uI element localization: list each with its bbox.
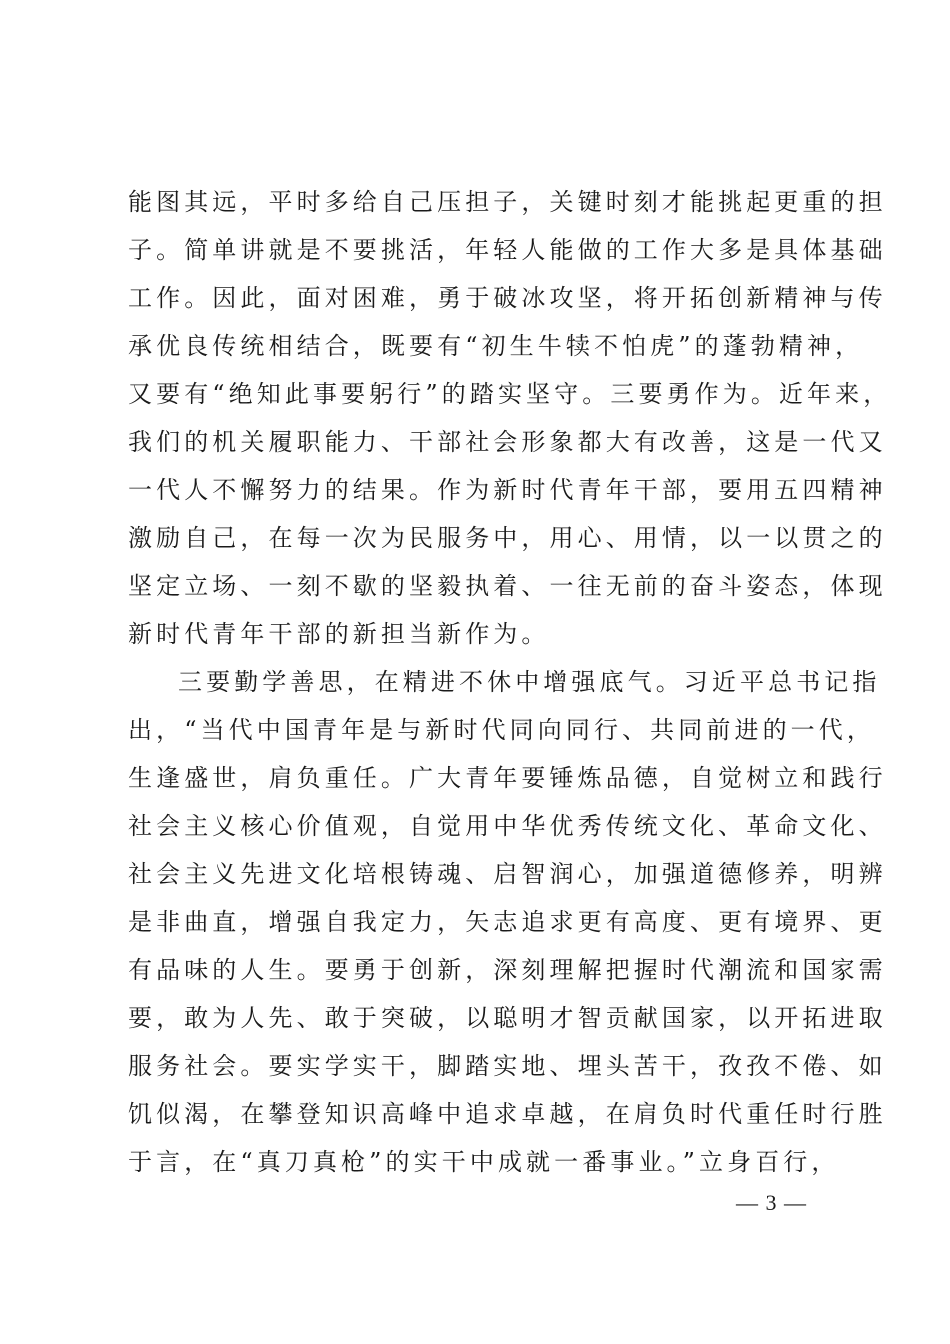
paragraph bbox=[128, 658, 887, 1186]
text-line: 社会主义核心价值观，自觉用中华优秀传统文化、革命文化、 bbox=[128, 812, 887, 840]
body-text bbox=[128, 178, 892, 1186]
text-line: 出，“当代中国青年是与新时代同向同行、共同前进的一代， bbox=[128, 716, 875, 744]
text-line: 三要勤学善思，在精进不休中增强底气。习近平总书记指 bbox=[178, 668, 881, 696]
text-line: 一代人不懈努力的结果。作为新时代青年干部，要用五四精神 bbox=[128, 476, 887, 504]
text-line: 能图其远，平时多给自己压担子，关键时刻才能挑起更重的担 bbox=[128, 188, 887, 216]
text-line: 新时代青年干部的新担当新作为。 bbox=[128, 620, 550, 648]
text-line: 又要有“绝知此事要躬行”的踏实坚守。三要勇作为。近年来， bbox=[128, 380, 892, 408]
text-line: 生逢盛世，肩负重任。广大青年要锤炼品德，自觉树立和践行 bbox=[128, 764, 887, 792]
text-line: 激励自己，在每一次为民服务中，用心、用情，以一以贯之的 bbox=[128, 524, 887, 552]
text-line: 子。简单讲就是不要挑活，年轻人能做的工作大多是具体基础 bbox=[128, 236, 887, 264]
paragraph bbox=[128, 178, 892, 658]
page-number: — 3 — bbox=[736, 1190, 807, 1215]
text-line: 有品味的人生。要勇于创新，深刻理解把握时代潮流和国家需 bbox=[128, 956, 887, 984]
text-line: 我们的机关履职能力、干部社会形象都大有改善，这是一代又 bbox=[128, 428, 887, 456]
text-line: 饥似渴，在攀登知识高峰中追求卓越，在肩负时代重任时行胜 bbox=[128, 1100, 887, 1128]
text-line: 社会主义先进文化培根铸魂、启智润心，加强道德修养，明辨 bbox=[128, 860, 887, 888]
text-line: 工作。因此，面对困难，勇于破冰攻坚，将开拓创新精神与传 bbox=[128, 284, 887, 312]
text-line: 服务社会。要实学实干，脚踏实地、埋头苦干，孜孜不倦、如 bbox=[128, 1052, 887, 1080]
text-line: 坚定立场、一刻不歇的坚毅执着、一往无前的奋斗姿态，体现 bbox=[128, 572, 887, 600]
text-line: 是非曲直，增强自我定力，矢志追求更有高度、更有境界、更 bbox=[128, 908, 887, 936]
text-line: 于言，在“真刀真枪”的实干中成就一番事业。”立身百行， bbox=[128, 1148, 840, 1176]
text-line: 承优良传统相结合，既要有“初生牛犊不怕虎”的蓬勃精神， bbox=[128, 332, 864, 360]
text-line: 要，敢为人先、敢于突破，以聪明才智贡献国家，以开拓进取 bbox=[128, 1004, 887, 1032]
